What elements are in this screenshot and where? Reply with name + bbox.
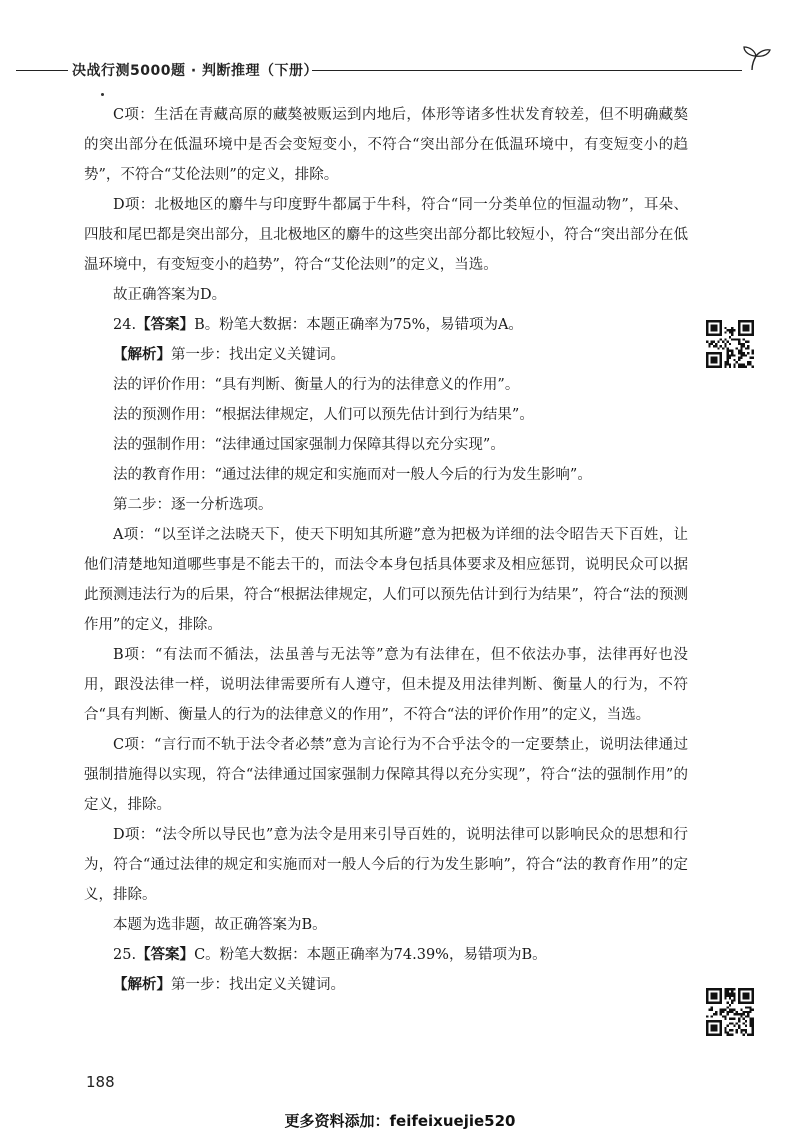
- step-two: 第二步：逐一分析选项。: [113, 497, 273, 513]
- answer-tag: 【答案】: [136, 946, 195, 963]
- footer-contact-note: 更多资料添加：feifeixuejie520: [284, 1112, 516, 1130]
- qr-code-question-25[interactable]: [706, 988, 754, 1036]
- paragraph-analysis-25: [84, 970, 688, 1000]
- paragraph-option-d: D项：北极地区的麝牛与印度野牛都属于牛科，符合“同一分类单位的恒温动物”，耳朵、四肢和尾巴都是突出部分，且北极地区的麝牛的这些突出部分都比较短小，符合“突出部分在低温环境中，有变短变小的趋势”，符合“艾伦法则”的定义，当选。: [84, 197, 688, 273]
- paragraph-conclusion-24: 本题为选非题，故正确答案为B。: [113, 917, 327, 933]
- book-title: 决战行测5000题 · 判断推理（下册）: [72, 63, 319, 79]
- analysis-tag: 【解析】: [113, 346, 171, 363]
- definition-coercion: 法的强制作用：“法律通过国家强制力保障其得以充分实现”。: [113, 437, 505, 453]
- paragraph-option-a: A项：“以至详之法晓天下，使天下明知其所避”意为把极为详细的法令昭告天下百姓，让他们清楚地知道哪些事是不能去干的，而法令本身包括具体要求及相应惩罚，说明民众可以据此预测违法行为的后果，符合“根据法律规定，人们可以预先估计到行为结果”，符合“法的预测作用”的定义，排除。: [84, 527, 688, 633]
- paragraph-answer-25: [84, 940, 688, 970]
- definition-prediction: 法的预测作用：“根据法律规定，人们可以预先估计到行为结果”。: [113, 407, 534, 423]
- definition-evaluation: 法的评价作用：“具有判断、衡量人的行为的法律意义的作用”。: [113, 377, 520, 393]
- answer-explanations: [84, 100, 688, 1000]
- qr-code-question-24[interactable]: [706, 320, 754, 368]
- running-header: [0, 52, 800, 92]
- paragraph-option-c-24: C项：“言行而不轨于法令者必禁”意为言论行为不合乎法令的一定要禁止，说明法律通过强制措施得以实现，符合“法律通过国家强制力保障其得以充分实现”，符合“法的强制作用”的定义，排除。: [84, 737, 688, 813]
- margin-dot: [101, 93, 104, 96]
- question-number: 25.: [113, 947, 137, 963]
- header-rule-left: [16, 70, 68, 71]
- answer-tag: 【答案】: [136, 316, 195, 333]
- paragraph-option-b: B项：“有法而不循法，法虽善与无法等”意为有法律在，但不依法办事，法律再好也没用，跟没法律一样，说明法律需要所有人遵守，但未提及用法律判断、衡量人的行为，不符合“具有判断、衡量人的行为的法律意义的作用”，不符合“法的评价作用”的定义，当选。: [84, 647, 688, 723]
- answer-text: C。粉笔大数据：本题正确率为74.39%，易错项为B。: [194, 947, 547, 963]
- paragraph-option-d-24: D项：“法令所以导民也”意为法令是用来引导百姓的，说明法律可以影响民众的思想和行为，符合“通过法律的规定和实施而对一般人今后的行为发生影响”，符合“法的教育作用”的定义，排除。: [84, 827, 688, 903]
- header-rule-right: [312, 70, 742, 71]
- paragraph-answer-23: 故正确答案为D。: [113, 287, 227, 303]
- answer-text: B。粉笔大数据：本题正确率为75%，易错项为A。: [194, 317, 523, 333]
- definition-education: 法的教育作用：“通过法律的规定和实施而对一般人今后的行为发生影响”。: [113, 467, 592, 483]
- paragraph-analysis-24: [84, 340, 688, 370]
- page-number: 188: [86, 1073, 115, 1091]
- question-number: 24.: [113, 317, 137, 333]
- paragraph-answer-24: [84, 310, 688, 340]
- paragraph-option-c: C项：生活在青藏高原的藏獒被贩运到内地后，体形等诸多性状发育较差，但不明确藏獒的突出部分在低温环境中是否会变短变小，不符合“突出部分在低温环境中，有变短变小的趋势”，不符合“艾伦法则”的定义，排除。: [84, 107, 688, 183]
- analysis-text: 第一步：找出定义关键词。: [171, 977, 345, 993]
- sprout-leaf-icon: [738, 44, 772, 84]
- analysis-tag: 【解析】: [113, 976, 171, 993]
- analysis-text: 第一步：找出定义关键词。: [171, 347, 345, 363]
